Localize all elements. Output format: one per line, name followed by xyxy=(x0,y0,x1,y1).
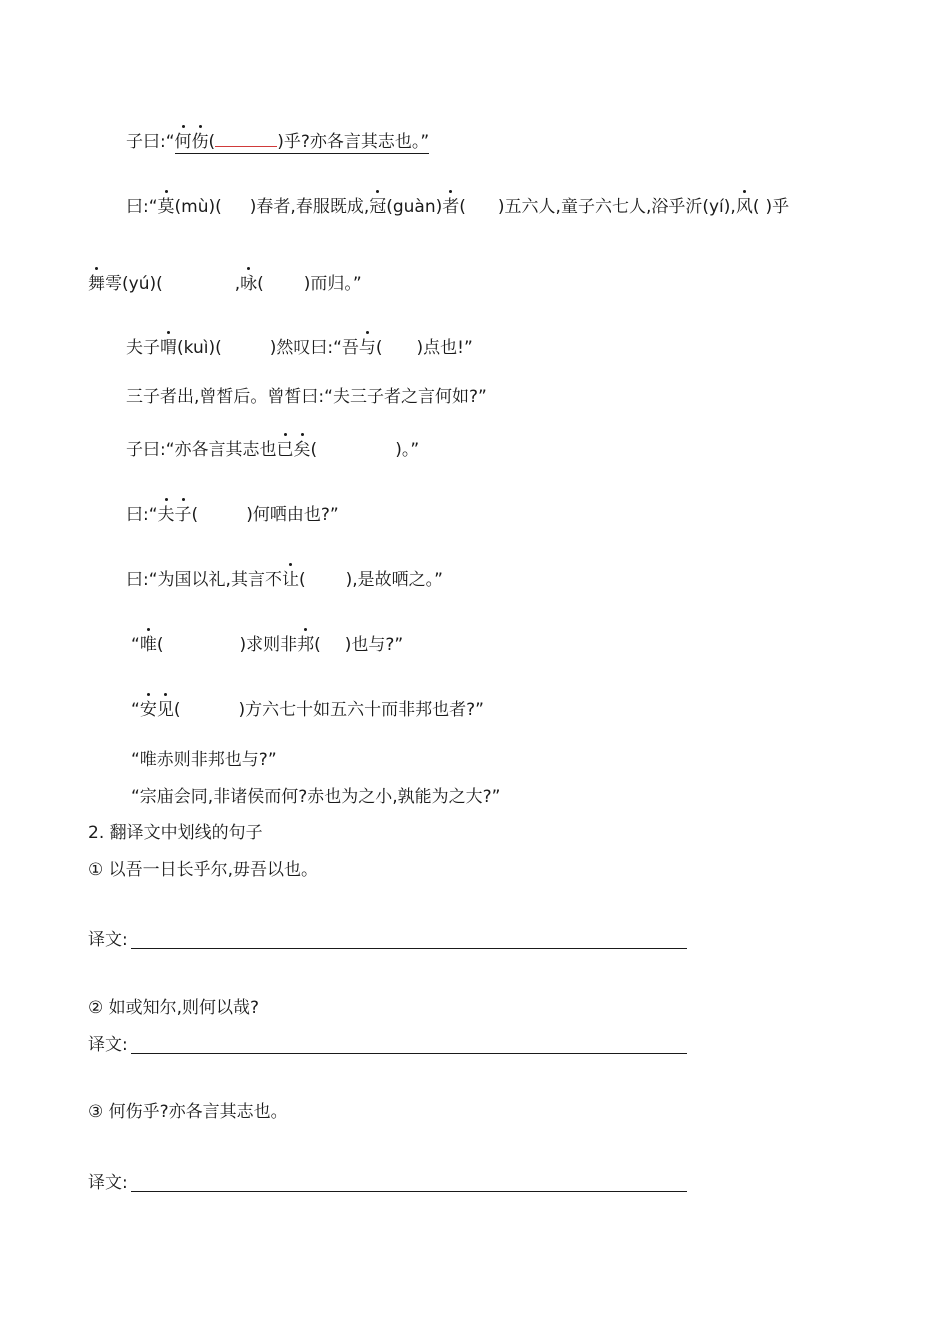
text: ( xyxy=(314,635,321,655)
translation-answer-line-2[interactable] xyxy=(131,1053,687,1054)
emphasis-char: 见 xyxy=(156,700,174,720)
text: ( xyxy=(752,197,760,217)
translation-answer-line-1[interactable] xyxy=(131,948,687,949)
emphasis-char: 夫 xyxy=(157,505,175,525)
emphasis-char: 伤 xyxy=(191,132,209,152)
passage-line-10 xyxy=(131,699,484,721)
emphasis-char: 咏 xyxy=(240,274,258,294)
emphasis-char: 唯 xyxy=(139,635,157,655)
text: ( xyxy=(156,635,164,655)
text: 译文: xyxy=(88,930,128,950)
text: )也与?” xyxy=(344,635,404,655)
text: 子曰:“亦各言其志也 xyxy=(126,440,277,460)
text: ( xyxy=(208,132,216,152)
passage-line-2 xyxy=(126,196,789,218)
text: )方六七十如五六十而非邦也者?” xyxy=(238,700,484,720)
emphasis-char: 莫 xyxy=(157,197,175,217)
text: 曰:“为国以礼,其言不 xyxy=(126,570,282,590)
text: “ xyxy=(131,700,140,720)
emphasis-char: 喟 xyxy=(160,338,177,358)
text: )。” xyxy=(395,440,420,460)
text: (kuì)( xyxy=(177,338,222,358)
translation-label-2 xyxy=(88,1034,128,1056)
emphasis-char: 舞 xyxy=(88,274,105,294)
emphasis-char: 安 xyxy=(139,700,157,720)
passage-line-6 xyxy=(126,439,419,461)
text: ③ 何伤乎?亦各言其志也。 xyxy=(88,1102,288,1122)
text: )点也!” xyxy=(416,338,473,358)
text: (mù)( xyxy=(174,197,222,217)
emphasis-char: 何 xyxy=(174,132,192,152)
passage-line-4 xyxy=(126,337,473,359)
text: 曰:“ xyxy=(126,197,158,217)
text: ),是故哂之。” xyxy=(345,570,443,590)
emphasis-char: 者 xyxy=(442,197,460,217)
question-item-2 xyxy=(88,997,259,1019)
translation-answer-line-3[interactable] xyxy=(131,1191,687,1192)
passage-line-7 xyxy=(126,504,339,526)
text: ① 以吾一日长乎尔,毋吾以也。 xyxy=(88,860,319,880)
text: “唯赤则非邦也与?” xyxy=(131,750,277,770)
text: )乎 xyxy=(765,197,790,217)
emphasis-char: 邦 xyxy=(297,635,315,655)
text: (yú)( xyxy=(122,274,163,294)
emphasis-char: 风 xyxy=(735,197,753,217)
text: 雩 xyxy=(105,274,122,294)
text: )求则非 xyxy=(239,635,298,655)
text: ( xyxy=(173,700,181,720)
text: )春者,春服既成, xyxy=(249,197,370,217)
translation-label-1 xyxy=(88,929,128,951)
emphasis-char: 已 xyxy=(276,440,294,460)
text: )五六人,童子六七人,浴乎沂(yí), xyxy=(497,197,736,217)
passage-line-8 xyxy=(126,569,443,591)
answer-blank[interactable] xyxy=(215,136,277,147)
text: , xyxy=(234,274,241,294)
emphasis-char: 与 xyxy=(358,338,376,358)
text: )乎?亦各言其志也。” xyxy=(277,132,430,152)
text: “宗庙会同,非诸侯而何?赤也为之小,孰能为之大?” xyxy=(131,787,501,807)
question-title xyxy=(88,822,263,844)
emphasis-char: 让 xyxy=(281,570,299,590)
emphasis-char: 矣 xyxy=(293,440,311,460)
passage-line-12 xyxy=(131,786,500,808)
passage-line-11 xyxy=(131,749,277,771)
text: (guàn) xyxy=(386,197,443,217)
text: ( xyxy=(310,440,318,460)
text: 译文: xyxy=(88,1035,128,1055)
text: 曰:“ xyxy=(126,505,158,525)
text: “ xyxy=(131,635,140,655)
question-item-1 xyxy=(88,859,318,881)
passage-line-9 xyxy=(131,634,403,656)
passage-line-1 xyxy=(126,131,429,153)
translation-label-3 xyxy=(88,1172,128,1194)
text: ( xyxy=(298,570,306,590)
passage-line-5 xyxy=(126,386,487,408)
text: ( xyxy=(459,197,466,217)
text: )何哂由也?” xyxy=(246,505,339,525)
emphasis-char: 冠 xyxy=(369,197,387,217)
text: ( xyxy=(191,505,199,525)
text: 三子者出,曾皙后。曾皙曰:“夫三子者之言何如?” xyxy=(126,387,487,407)
text: 夫子 xyxy=(126,338,160,358)
text: ( xyxy=(375,338,383,358)
passage-line-3 xyxy=(88,273,362,295)
question-item-3 xyxy=(88,1101,288,1123)
text: 译文: xyxy=(88,1173,128,1193)
text: ( xyxy=(257,274,264,294)
text: )然叹曰:“吾 xyxy=(269,338,359,358)
text: ② 如或知尔,则何以哉? xyxy=(88,998,260,1018)
text: )而归。” xyxy=(303,274,362,294)
text: 2. 翻译文中划线的句子 xyxy=(88,823,263,843)
text: 子曰:“ xyxy=(126,132,175,152)
emphasis-char: 子 xyxy=(174,505,192,525)
